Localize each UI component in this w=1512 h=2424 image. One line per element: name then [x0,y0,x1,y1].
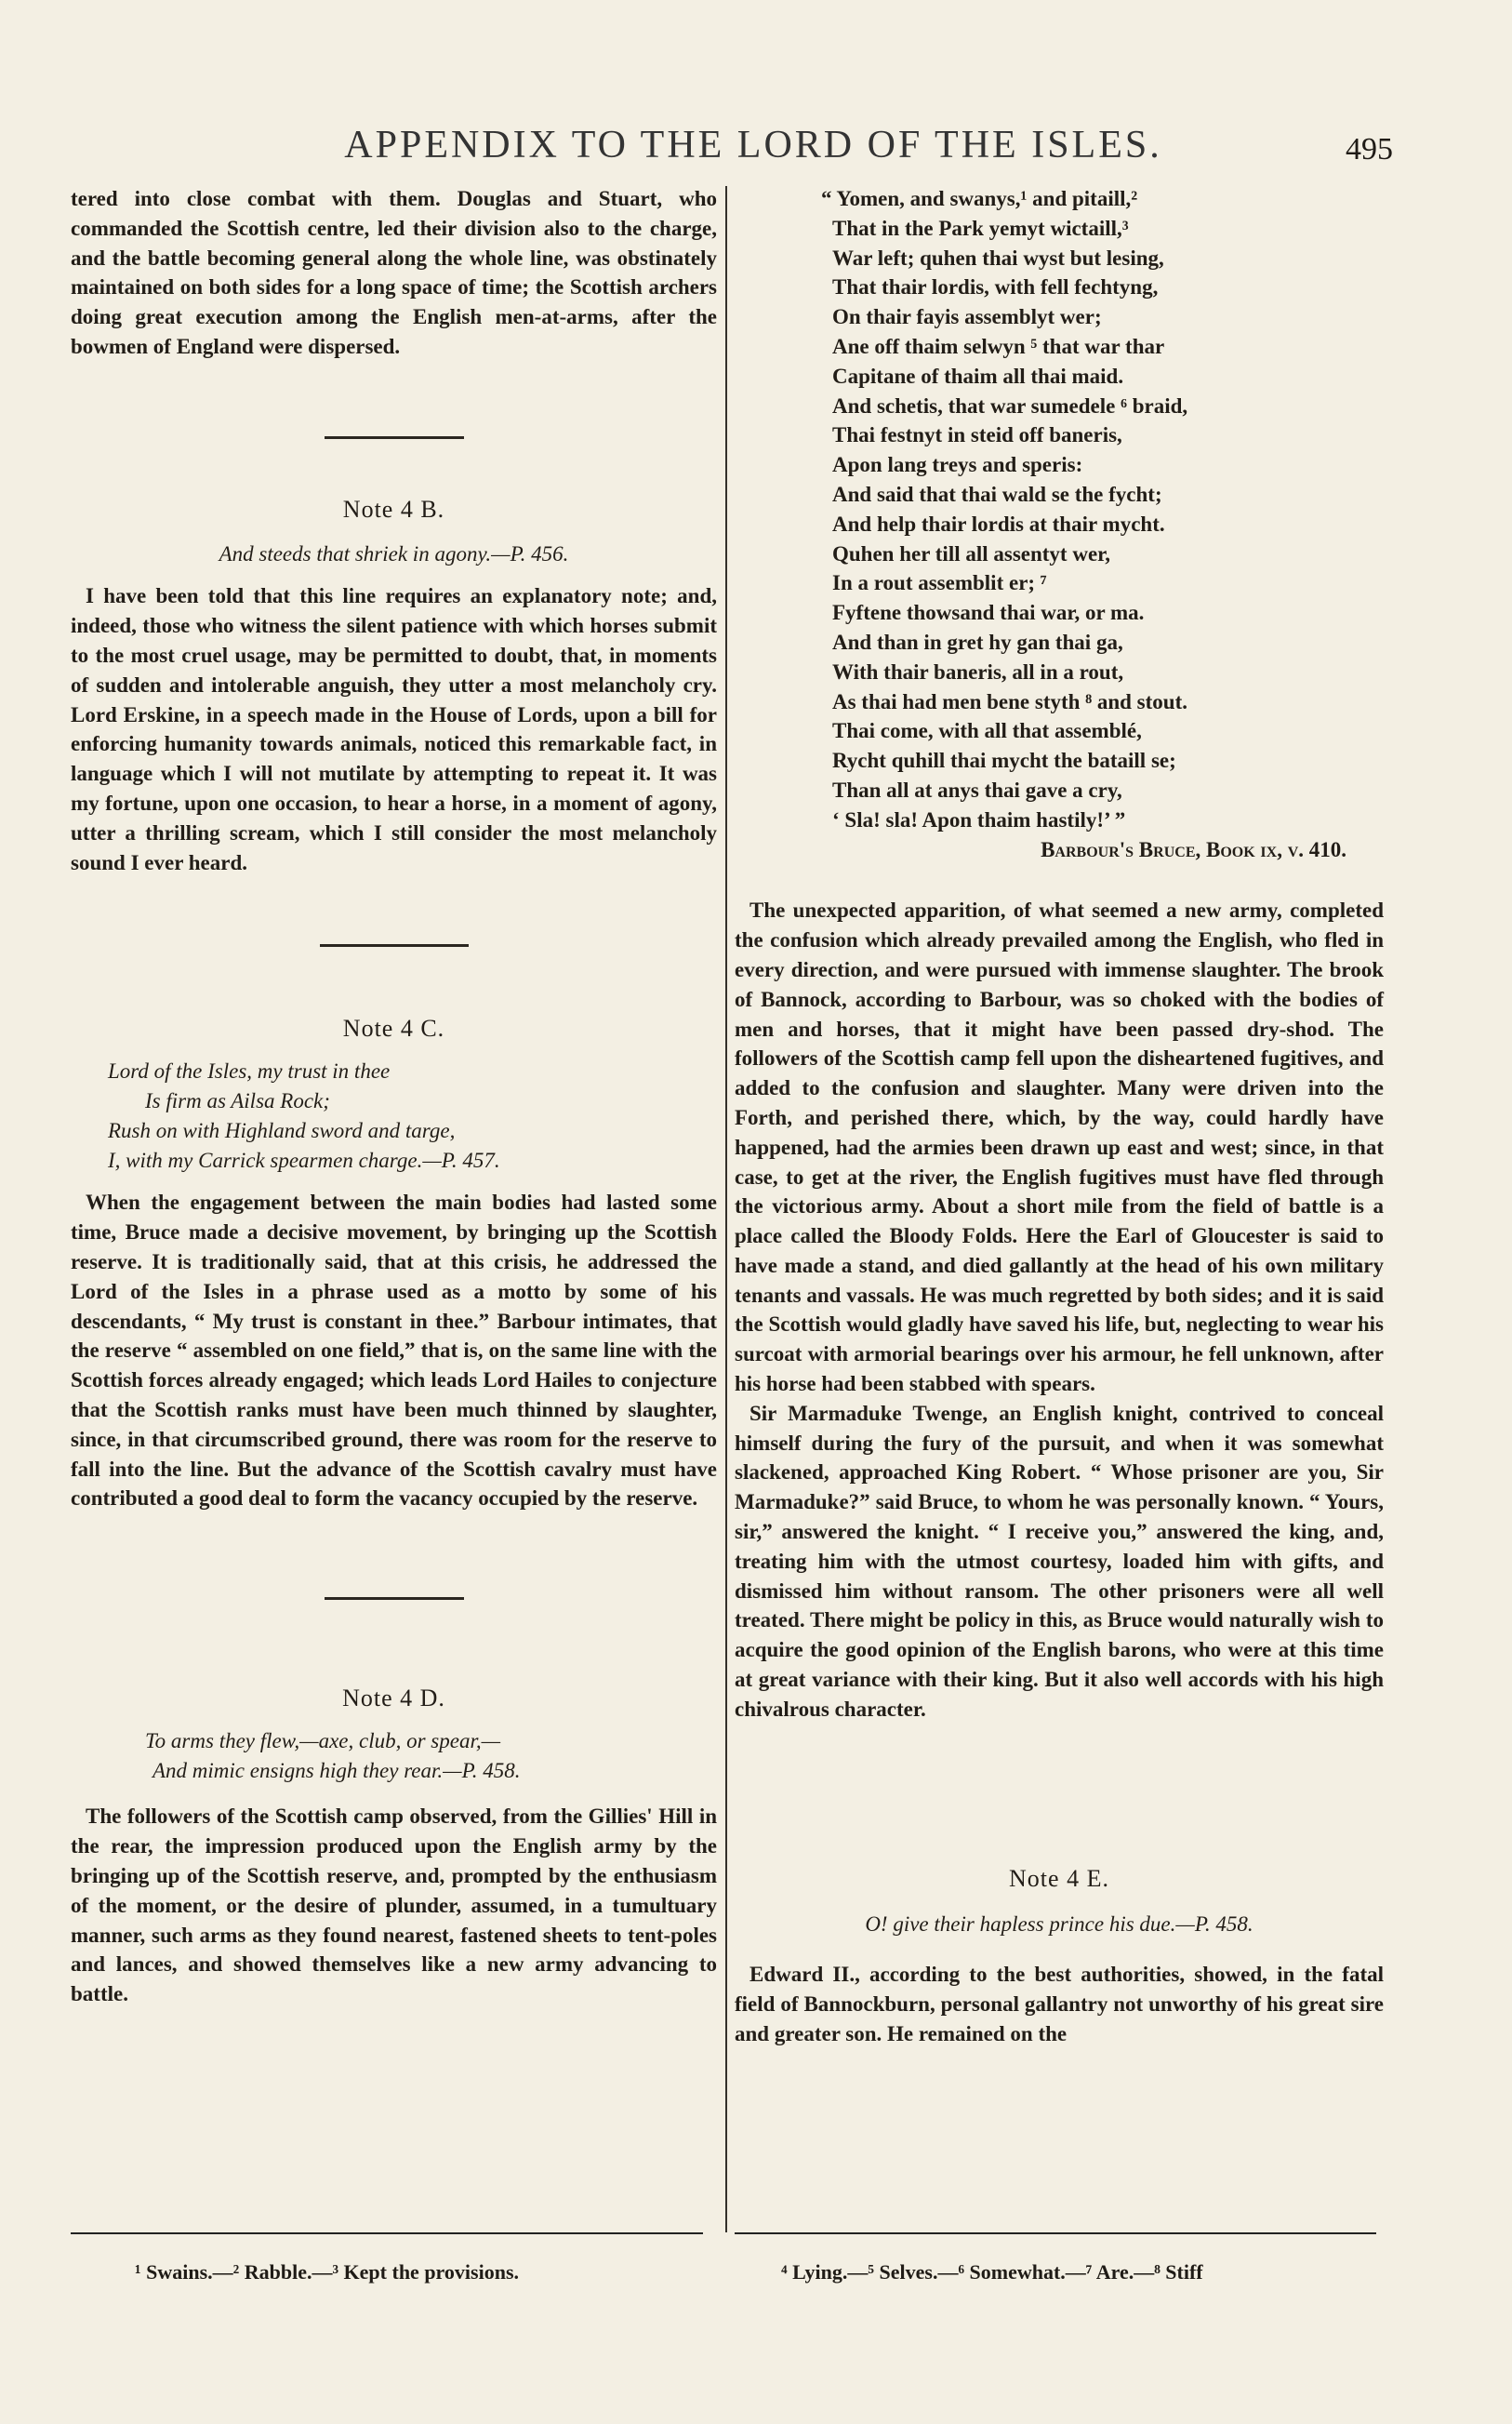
poem-line: Thai come, with all that assemblé, [832,719,1142,743]
epigraph-line: And mimic ensigns high they rear.—P. 458. [153,1758,521,1782]
poem-line: ‘ Sla! sla! Apon thaim hastily!’ ” [832,807,1126,832]
right-paragraph-2: Sir Marmaduke Twenge, an English knight, contrived to conceal himself during the fury of the pursuit, and when it was somewhat slackened, approached King Robert. “ Whose prisoner are you, Sir Marmaduke?” said Bruce, to whom he was personally known. “ Yours, sir,” answered the knight. “ I receive you,” answered the king, and, treating him with the utmost courtesy, loaded him with gifts, and dismissed him without ransom. The other prisoners were all well treated. There might be policy in this, as Bruce would naturally wish to acquire the good opinion of the English barons, who were at this time at great variance with their king. But it also well accords with his high chivalrous character. [735,1401,1384,1721]
note-4c-heading: Note 4 C. [342,1015,445,1043]
note-4d-heading: Note 4 D. [342,1685,445,1712]
epigraph-line: Rush on with Highland sword and targe, [108,1118,456,1142]
poem-line: Quhen her till all assentyt wer, [832,541,1111,566]
poem-line: Ane off thaim selwyn ⁵ that war thar [832,334,1165,358]
note-4c-epigraph [108,1057,717,1175]
note-4e-heading: Note 4 E. [1009,1864,1109,1892]
left-intro-paragraph: tered into close combat with them. Douglas and Stuart, who commanded the Scottish centre, led their division also to the charge, and the battle becoming general along the whole line, was obstinately maintained on both sides for a long space of time; the Scottish archers doing great execution among the English men-at-arms, after the bowmen of England were dispersed. [71,187,717,358]
note-4e-epigraph: O! give their hapless prince his due.—P. 458. [865,1912,1253,1937]
running-title: APPENDIX TO THE LORD OF THE ISLES. [344,124,1162,166]
left-column [71,184,717,2009]
poem-attribution: Barbour's Bruce, Book ix, v. 410. [1041,837,1346,861]
note-4e-body: Edward II., according to the best authorities, showed, in the fatal field of Bannockburn, personal gallantry not unworthy of his great sire and greater son. He remained on the [735,1963,1384,2045]
right-paragraph-1: The unexpected apparition, of what seemed a new army, completed the confusion which already prevailed among the English, who fled in every direction, and were pursued with immense slaughter. The brook of Bannock, according to Barbour, was so choked with the bodies of men and horses, that it might have been passed dry-shod. The followers of the Scottish camp fell upon the disheartened fugitives, and added to the confusion and slaughter. Many were driven into the Forth, and perished there, which, by the way, could hardly have happened, had the armies been drawn up east and west; since, in that case, to get at the river, the English fugitives must have fled through the victorious army. About a short mile from the field of battle is a place called the Bloody Folds. Here the Earl of Gloucester is said to have made a stand, and died gallantly at the head of his own military tenants and vassals. He was much regretted by both sides; and it is said the Scottish would gladly have saved his life, but, neglecting to wear his surcoat with armorial bearings over his armour, he fell unknown, after his horse had been stabbed with spears. [735,899,1384,1396]
poem-line: War left; quhen thai wyst but lesing, [832,246,1164,270]
epigraph-line: Lord of the Isles, my trust in thee [108,1059,391,1084]
poem-line: In a rout assemblit er; ⁷ [832,571,1047,595]
epigraph-line: I, with my Carrick spearmen charge.—P. 457. [108,1148,500,1172]
note-4c-body: When the engagement between the main bodies had lasted some time, Bruce made a decisive movement, by bringing up the Scottish reserve. It is traditionally said, that at this crisis, he addressed the Lord of the Isles in a phrase used as a motto by some of his descendants, “ My trust is constant in thee.” Barbour intimates, that the reserve “ assembled on one field,” that is, on the same line with the Scottish forces already engaged; which leads Lord Hailes to conjecture that the Scottish ranks must have been much thinned by slaughter, since, in that circumscribed ground, there was room for the reserve to fall into the line. But the advance of the Scottish cavalry must have contributed a good deal to form the vacancy occupied by the reserve. [71,1191,717,1511]
barbour-poem [821,184,1384,835]
poem-line: That thair lordis, with fell fechtyng, [832,275,1159,300]
right-footnotes: ⁴ Lying.—⁵ Selves.—⁶ Somewhat.—⁷ Are.—⁸ Stiff [781,2260,1203,2284]
poem-line: And than in gret hy gan thai ga, [832,630,1123,654]
note-4d-body: The followers of the Scottish camp observed, from the Gillies' Hill in the rear, the impression produced upon the English army by the bringing up of the Scottish reserve, and, prompted by the enthusiasm of the moment, or the desire of plunder, assumed, in a tumultuary manner, such arms as they found nearest, fastened sheets to tent-poles and lances, and showed themselves like a new army advancing to battle. [71,1805,717,2006]
page-header [0,123,1512,179]
poem-line: On thair fayis assemblyt wer; [832,305,1102,329]
column-divider [725,186,727,2232]
note-4b-epigraph: And steeds that shriek in agony.—P. 456. [219,541,569,566]
footnote-rule [71,2232,703,2234]
note-4b-heading: Note 4 B. [342,495,445,523]
poem-line: With thair baneris, all in a rout, [832,659,1124,684]
poem-line: Than all at anys thai gave a cry, [832,778,1122,802]
note-4b-body: I have been told that this line requires an explanatory note; and, indeed, those who witness the silent patience with which horses submit to the most cruel usage, may be permitted to doubt, that, in moments of sudden and intolerable anguish, they utter a most melancholy cry. Lord Erskine, in a speech made in the House of Lords, upon a bill for enforcing humanity towards animals, noticed this remarkable fact, in language which I will not mutilate by attempting to repeat it. It was my fortune, upon one occasion, to hear a horse, in a moment of agony, utter a thrilling scream, which I still consider the most melancholy sound I ever heard. [71,584,717,874]
poem-line: And schetis, that war sumedele ⁶ braid, [832,393,1188,418]
poem-line: And help thair lordis at thair mycht. [832,512,1165,536]
poem-line: Fyftene thowsand thai war, or ma. [832,601,1145,625]
poem-line: As thai had men bene styth ⁸ and stout. [832,689,1187,713]
poem-line: “ Yomen, and swanys,¹ and pitaill,² [821,187,1138,210]
epigraph-line: Is firm as Ailsa Rock; [145,1088,330,1112]
right-column [735,184,1384,2049]
epigraph-line: To arms they flew,—axe, club, or spear,— [145,1728,501,1752]
poem-line: That in the Park yemyt wictaill,³ [832,216,1129,240]
left-footnotes: ¹ Swains.—² Rabble.—³ Kept the provisions. [135,2260,520,2284]
poem-line: And said that thai wald se the fycht; [832,482,1162,506]
footnote-rule [735,2232,1376,2234]
note-4d-epigraph [145,1726,717,1786]
poem-line: Rycht quhill thai mycht the bataill se; [832,749,1176,773]
poem-line: Thai festnyt in steid off baneris, [832,423,1122,447]
page-number: 495 [1346,132,1393,166]
poem-line: Capitane of thaim all thai maid. [832,364,1124,388]
poem-line: Apon lang treys and speris: [832,453,1083,477]
